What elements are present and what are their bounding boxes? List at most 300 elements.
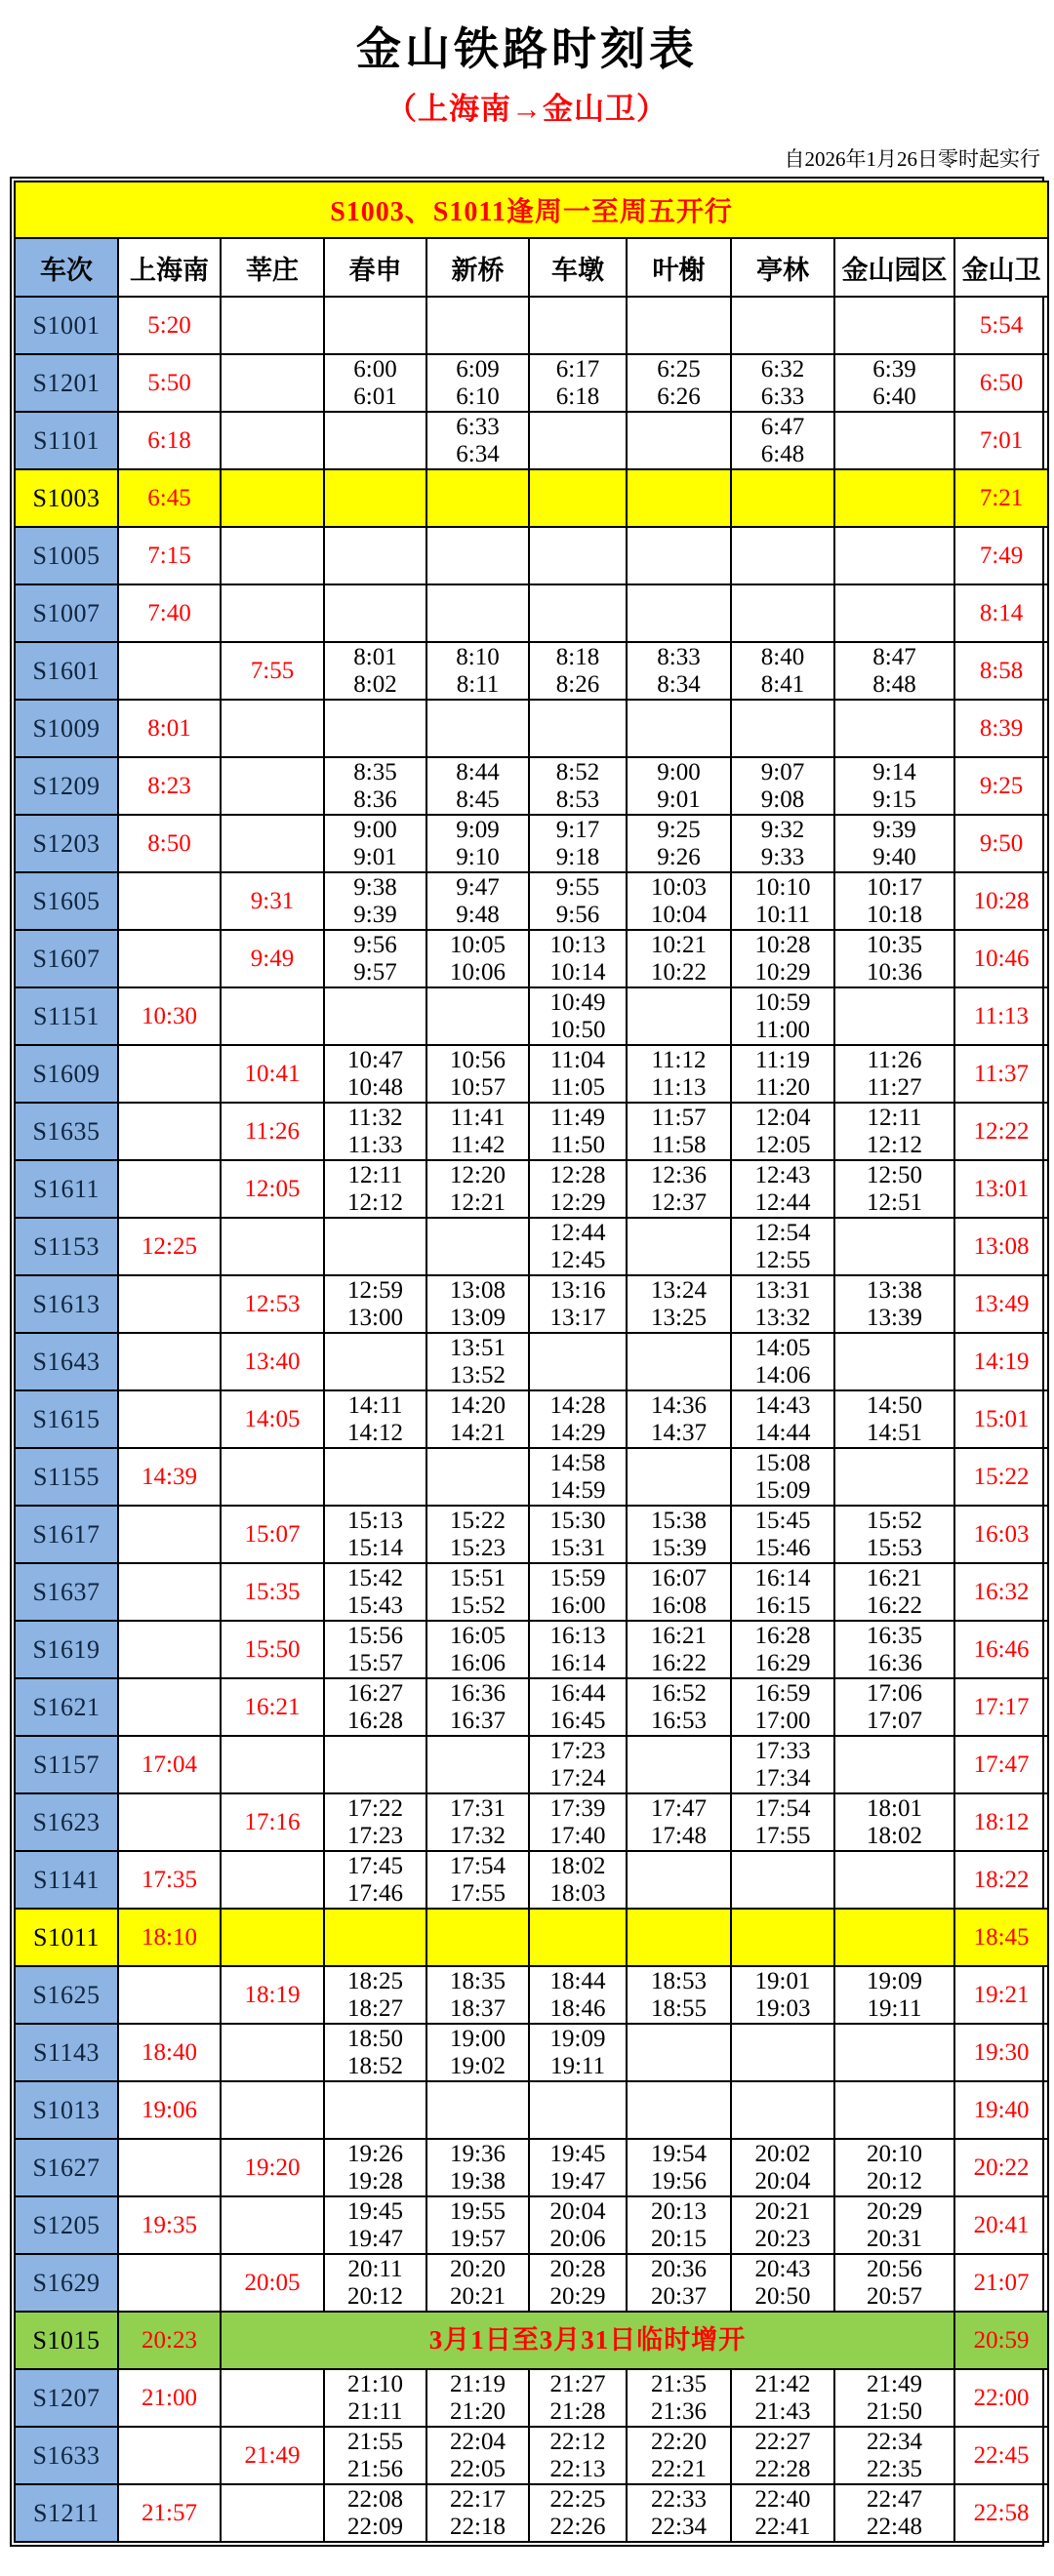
- time-line: 8:10: [456, 643, 500, 670]
- time-cell: [529, 1103, 627, 1160]
- time-cell: 7:01: [954, 412, 1048, 469]
- timetable-row: [15, 412, 1048, 469]
- time-cell: [529, 584, 627, 642]
- timetable-row: [15, 2369, 1048, 2427]
- time-cell: [324, 2081, 426, 2139]
- time-line: 11:33: [347, 1131, 403, 1158]
- time-line: 10:56: [450, 1046, 506, 1073]
- time-cell: [627, 2254, 731, 2312]
- time-cell: [324, 2024, 426, 2081]
- time-cell: 21:49: [221, 2427, 324, 2484]
- time-cell: [731, 1333, 834, 1390]
- time-cell: 18:19: [221, 1966, 324, 2024]
- time-line: 9:01: [353, 843, 397, 870]
- time-cell: [324, 1218, 426, 1275]
- time-cell: [529, 1966, 627, 2024]
- time-line: 22:48: [867, 2513, 922, 2540]
- timetable-row: [15, 987, 1048, 1045]
- time-line: 20:43: [754, 2255, 811, 2282]
- time-line: 10:28: [754, 931, 811, 958]
- time-cell: [529, 1390, 627, 1448]
- time-cell: 18:22: [954, 1851, 1048, 1909]
- timetable-row: [15, 2024, 1048, 2081]
- timetable-row: [15, 1045, 1048, 1103]
- time-cell: [627, 1333, 731, 1390]
- time-cell: 12:53: [221, 1275, 324, 1333]
- time-cell: [118, 1563, 221, 1621]
- time-cell: 7:21: [954, 469, 1048, 527]
- time-line: 14:29: [549, 1419, 606, 1446]
- time-cell: [834, 2081, 954, 2139]
- time-line: 8:53: [555, 785, 600, 813]
- time-cell: [731, 700, 834, 757]
- time-line: 13:00: [347, 1304, 403, 1331]
- time-cell: [324, 1966, 426, 2024]
- time-line: 15:52: [867, 1507, 922, 1534]
- time-cell: [529, 1563, 627, 1621]
- time-cell: [324, 354, 426, 412]
- service-days-banner-row: [15, 181, 1048, 238]
- timetable-row: [15, 1333, 1048, 1390]
- time-line: 22:26: [549, 2513, 606, 2540]
- time-line: 13:52: [450, 1361, 506, 1389]
- time-cell: [221, 1218, 324, 1275]
- time-line: 9:26: [657, 843, 701, 870]
- time-cell: [118, 1333, 221, 1390]
- time-line: 16:44: [549, 1679, 606, 1707]
- service-days-banner: S1003、S1011逢周一至周五开行: [15, 181, 1048, 238]
- time-cell: 17:17: [954, 1678, 1048, 1736]
- time-cell: [834, 1448, 954, 1506]
- time-cell: [221, 700, 324, 757]
- time-line: 16:37: [450, 1707, 506, 1734]
- time-line: 10:11: [754, 901, 811, 928]
- time-cell: [426, 1448, 529, 1506]
- time-line: 14:28: [549, 1391, 606, 1419]
- time-cell: [426, 987, 529, 1045]
- train-number: S1155: [15, 1448, 118, 1506]
- time-line: 6:18: [555, 382, 600, 410]
- time-cell: [118, 1966, 221, 2024]
- time-line: 16:15: [754, 1591, 811, 1619]
- time-line: 9:33: [760, 843, 805, 870]
- time-cell: 5:50: [118, 354, 221, 412]
- time-line: 15:23: [450, 1534, 506, 1561]
- time-cell: [731, 1793, 834, 1851]
- time-line: 22:40: [754, 2485, 811, 2513]
- time-cell: [324, 1390, 426, 1448]
- time-cell: [627, 2196, 731, 2254]
- time-line: 9:56: [353, 931, 397, 958]
- timetable-row: [15, 1390, 1048, 1448]
- time-line: 16:14: [549, 1649, 606, 1676]
- time-cell: [627, 2484, 731, 2542]
- timetable-row: [15, 872, 1048, 930]
- train-number: S1201: [15, 354, 118, 412]
- time-line: 14:20: [450, 1391, 506, 1419]
- time-line: 15:31: [549, 1534, 606, 1561]
- time-cell: [324, 527, 426, 584]
- time-cell: [529, 987, 627, 1045]
- time-cell: 10:41: [221, 1045, 324, 1103]
- time-line: 17:48: [651, 1822, 707, 1849]
- time-line: 15:22: [450, 1507, 506, 1534]
- time-line: 19:03: [754, 1994, 811, 2022]
- time-line: 11:50: [549, 1131, 606, 1158]
- time-line: 11:32: [347, 1104, 403, 1131]
- time-cell: [324, 1563, 426, 1621]
- time-line: 12:12: [867, 1131, 922, 1158]
- time-line: 12:37: [651, 1188, 707, 1216]
- time-cell: [426, 527, 529, 584]
- time-cell: 15:22: [954, 1448, 1048, 1506]
- time-cell: [834, 584, 954, 642]
- time-cell: [426, 1390, 529, 1448]
- time-cell: [221, 757, 324, 815]
- time-cell: 21:00: [118, 2369, 221, 2427]
- time-cell: [731, 1390, 834, 1448]
- time-cell: 8:01: [118, 700, 221, 757]
- time-line: 10:10: [754, 873, 811, 901]
- time-cell: [529, 2484, 627, 2542]
- time-cell: [426, 2139, 529, 2196]
- train-number: S1015: [15, 2312, 118, 2369]
- time-cell: [426, 1045, 529, 1103]
- time-line: 10:21: [651, 931, 707, 958]
- time-cell: [834, 2369, 954, 2427]
- time-cell: [731, 2427, 834, 2484]
- time-line: 22:47: [867, 2485, 922, 2513]
- time-line: 18:52: [347, 2052, 403, 2079]
- train-number: S1601: [15, 642, 118, 700]
- time-line: 13:51: [450, 1334, 506, 1361]
- time-cell: [529, 412, 627, 469]
- time-cell: 15:01: [954, 1390, 1048, 1448]
- time-cell: [627, 354, 731, 412]
- time-cell: [118, 1506, 221, 1563]
- time-line: 10:50: [549, 1016, 606, 1043]
- time-cell: [324, 2369, 426, 2427]
- time-cell: [627, 412, 731, 469]
- time-line: 21:35: [651, 2370, 707, 2397]
- time-line: 17:34: [754, 1764, 811, 1791]
- timetable-row: [15, 1218, 1048, 1275]
- time-line: 8:40: [760, 643, 805, 670]
- time-line: 15:45: [754, 1507, 811, 1534]
- time-line: 12:55: [754, 1246, 811, 1273]
- time-cell: [221, 2081, 324, 2139]
- time-cell: [221, 2024, 324, 2081]
- time-line: 6:25: [657, 355, 701, 382]
- time-cell: [221, 2484, 324, 2542]
- time-cell: 12:05: [221, 1160, 324, 1218]
- time-line: 11:27: [867, 1073, 922, 1101]
- time-cell: [627, 297, 731, 354]
- time-line: 17:00: [754, 1707, 811, 1734]
- time-cell: [731, 815, 834, 872]
- time-line: 6:33: [456, 413, 500, 440]
- time-cell: [529, 1793, 627, 1851]
- time-line: 15:38: [651, 1507, 707, 1534]
- time-cell: [834, 1506, 954, 1563]
- station-column-header: 新桥: [426, 238, 529, 297]
- time-cell: [426, 1966, 529, 2024]
- time-line: 11:05: [549, 1073, 606, 1101]
- time-line: 19:56: [651, 2167, 707, 2194]
- time-line: 9:01: [657, 785, 701, 813]
- time-cell: [627, 1160, 731, 1218]
- time-line: 22:20: [651, 2428, 707, 2455]
- time-line: 19:36: [450, 2140, 506, 2167]
- time-cell: [426, 872, 529, 930]
- train-number: S1607: [15, 930, 118, 987]
- time-cell: [529, 1621, 627, 1678]
- time-line: 22:34: [867, 2428, 922, 2455]
- time-cell: [324, 412, 426, 469]
- time-line: 15:39: [651, 1534, 707, 1561]
- time-line: 14:58: [549, 1449, 606, 1476]
- time-line: 16:53: [651, 1707, 707, 1734]
- time-line: 8:34: [657, 670, 701, 698]
- time-cell: [529, 2139, 627, 2196]
- time-line: 16:06: [450, 1649, 506, 1676]
- time-cell: [426, 1793, 529, 1851]
- time-line: 15:42: [347, 1564, 403, 1591]
- time-cell: [426, 412, 529, 469]
- timetable-row: [15, 469, 1048, 527]
- time-cell: [221, 584, 324, 642]
- time-cell: [221, 815, 324, 872]
- time-line: 19:09: [549, 2025, 606, 2052]
- time-cell: 7:49: [954, 527, 1048, 584]
- time-line: 9:09: [456, 816, 500, 843]
- time-line: 12:43: [754, 1161, 811, 1188]
- time-cell: 8:50: [118, 815, 221, 872]
- time-cell: [834, 1333, 954, 1390]
- time-cell: [731, 2139, 834, 2196]
- time-cell: 17:35: [118, 1851, 221, 1909]
- time-line: 8:33: [657, 643, 701, 670]
- time-line: 11:42: [450, 1131, 506, 1158]
- time-line: 10:35: [867, 931, 922, 958]
- time-cell: [834, 1966, 954, 2024]
- time-line: 21:19: [450, 2370, 506, 2397]
- time-cell: [731, 1045, 834, 1103]
- time-line: 10:06: [450, 958, 506, 986]
- time-cell: [834, 1045, 954, 1103]
- time-cell: [324, 1793, 426, 1851]
- time-line: 20:13: [651, 2197, 707, 2225]
- time-line: 9:07: [760, 758, 805, 785]
- time-line: 14:05: [754, 1334, 811, 1361]
- timetable-row: [15, 2139, 1048, 2196]
- time-line: 8:48: [872, 670, 916, 698]
- time-cell: [834, 469, 954, 527]
- time-line: 20:12: [347, 2282, 403, 2310]
- time-cell: 19:20: [221, 2139, 324, 2196]
- column-header-row: [15, 238, 1048, 297]
- time-line: 8:35: [353, 758, 397, 785]
- time-line: 10:29: [754, 958, 811, 986]
- time-line: 6:32: [760, 355, 805, 382]
- time-cell: [529, 757, 627, 815]
- time-line: 16:21: [651, 1622, 707, 1649]
- time-cell: 11:26: [221, 1103, 324, 1160]
- time-line: 19:09: [867, 1967, 922, 1994]
- time-line: 18:27: [347, 1994, 403, 2022]
- route-subtitle: （上海南→金山卫）: [386, 92, 668, 126]
- time-cell: [426, 2081, 529, 2139]
- time-line: 9:56: [555, 901, 600, 928]
- time-cell: 15:50: [221, 1621, 324, 1678]
- time-cell: [426, 1103, 529, 1160]
- time-line: 17:07: [867, 1707, 922, 1734]
- arrival-time-cell: 20:59: [954, 2312, 1048, 2369]
- time-line: 21:55: [347, 2428, 403, 2455]
- time-line: 13:31: [754, 1276, 811, 1304]
- time-line: 6:40: [872, 382, 916, 410]
- time-cell: [324, 2139, 426, 2196]
- time-cell: [731, 872, 834, 930]
- time-cell: [627, 2139, 731, 2196]
- timetable-row: [15, 2312, 1048, 2369]
- time-line: 8:11: [456, 670, 500, 698]
- time-cell: [118, 642, 221, 700]
- timetable-row: [15, 757, 1048, 815]
- time-cell: 18:12: [954, 1793, 1048, 1851]
- departure-time-cell: 20:23: [118, 2312, 221, 2369]
- train-number: S1611: [15, 1160, 118, 1218]
- train-number: S1009: [15, 700, 118, 757]
- time-cell: [731, 1563, 834, 1621]
- time-cell: 10:30: [118, 987, 221, 1045]
- timetable-row: [15, 1966, 1048, 2024]
- time-cell: [221, 1448, 324, 1506]
- time-cell: 7:15: [118, 527, 221, 584]
- time-cell: [731, 2254, 834, 2312]
- time-line: 11:13: [651, 1073, 707, 1101]
- time-line: 14:44: [754, 1419, 811, 1446]
- time-line: 16:35: [867, 1622, 922, 1649]
- time-line: 19:00: [450, 2025, 506, 2052]
- time-cell: 11:13: [954, 987, 1048, 1045]
- time-cell: [627, 1678, 731, 1736]
- time-line: 20:37: [651, 2282, 707, 2310]
- time-cell: [426, 1275, 529, 1333]
- time-cell: 16:46: [954, 1621, 1048, 1678]
- time-cell: 18:10: [118, 1909, 221, 1966]
- time-cell: [529, 2024, 627, 2081]
- timetable-row: [15, 1736, 1048, 1793]
- time-cell: [426, 700, 529, 757]
- timetable-row: [15, 1103, 1048, 1160]
- time-line: 6:34: [456, 440, 500, 467]
- time-line: 10:57: [450, 1073, 506, 1101]
- train-number: S1619: [15, 1621, 118, 1678]
- time-line: 21:49: [867, 2370, 922, 2397]
- time-line: 13:25: [651, 1304, 707, 1331]
- time-cell: [529, 1275, 627, 1333]
- time-cell: 9:49: [221, 930, 324, 987]
- time-line: 16:45: [549, 1707, 606, 1734]
- time-cell: [426, 354, 529, 412]
- time-cell: 14:39: [118, 1448, 221, 1506]
- time-cell: [426, 1621, 529, 1678]
- time-cell: [426, 1678, 529, 1736]
- time-cell: [324, 1851, 426, 1909]
- time-cell: [834, 1678, 954, 1736]
- time-line: 20:28: [549, 2255, 606, 2282]
- time-line: 6:17: [555, 355, 600, 382]
- time-cell: 12:25: [118, 1218, 221, 1275]
- time-cell: [627, 1966, 731, 2024]
- time-cell: [627, 1793, 731, 1851]
- time-cell: [324, 2254, 426, 2312]
- time-cell: [221, 297, 324, 354]
- time-cell: [529, 1160, 627, 1218]
- timetable-row: [15, 642, 1048, 700]
- time-cell: [529, 1218, 627, 1275]
- time-line: 10:04: [651, 901, 707, 928]
- timetable-row: [15, 1160, 1048, 1218]
- time-cell: [529, 1909, 627, 1966]
- time-cell: [118, 1678, 221, 1736]
- time-line: 17:45: [347, 1852, 403, 1879]
- time-cell: [834, 815, 954, 872]
- time-cell: [834, 297, 954, 354]
- time-cell: [834, 757, 954, 815]
- train-number: S1153: [15, 1218, 118, 1275]
- time-cell: 18:40: [118, 2024, 221, 2081]
- time-line: 22:17: [450, 2485, 506, 2513]
- time-cell: [426, 2024, 529, 2081]
- time-cell: [118, 1621, 221, 1678]
- time-line: 22:09: [347, 2513, 403, 2540]
- time-line: 13:32: [754, 1304, 811, 1331]
- time-line: 12:36: [651, 1161, 707, 1188]
- time-line: 8:52: [555, 758, 600, 785]
- timetable-row: [15, 700, 1048, 757]
- timetable-row: [15, 1275, 1048, 1333]
- time-cell: [834, 2196, 954, 2254]
- time-line: 14:59: [549, 1476, 606, 1504]
- time-cell: [426, 815, 529, 872]
- time-line: 11:00: [754, 1016, 811, 1043]
- time-cell: [118, 872, 221, 930]
- time-cell: [731, 1103, 834, 1160]
- time-line: 10:14: [549, 958, 606, 986]
- train-number: S1001: [15, 297, 118, 354]
- time-cell: [529, 1448, 627, 1506]
- time-cell: [529, 1851, 627, 1909]
- time-line: 8:44: [456, 758, 500, 785]
- time-cell: [834, 1275, 954, 1333]
- time-cell: [426, 2427, 529, 2484]
- time-cell: [221, 469, 324, 527]
- time-cell: [627, 1909, 731, 1966]
- time-cell: 7:55: [221, 642, 324, 700]
- time-cell: [627, 700, 731, 757]
- time-line: 15:14: [347, 1534, 403, 1561]
- time-cell: 16:21: [221, 1678, 324, 1736]
- time-cell: 6:18: [118, 412, 221, 469]
- station-column-header: 车墩: [529, 238, 627, 297]
- time-line: 22:12: [549, 2428, 606, 2455]
- time-line: 21:20: [450, 2397, 506, 2425]
- time-cell: [324, 872, 426, 930]
- train-number: S1005: [15, 527, 118, 584]
- time-cell: [627, 1621, 731, 1678]
